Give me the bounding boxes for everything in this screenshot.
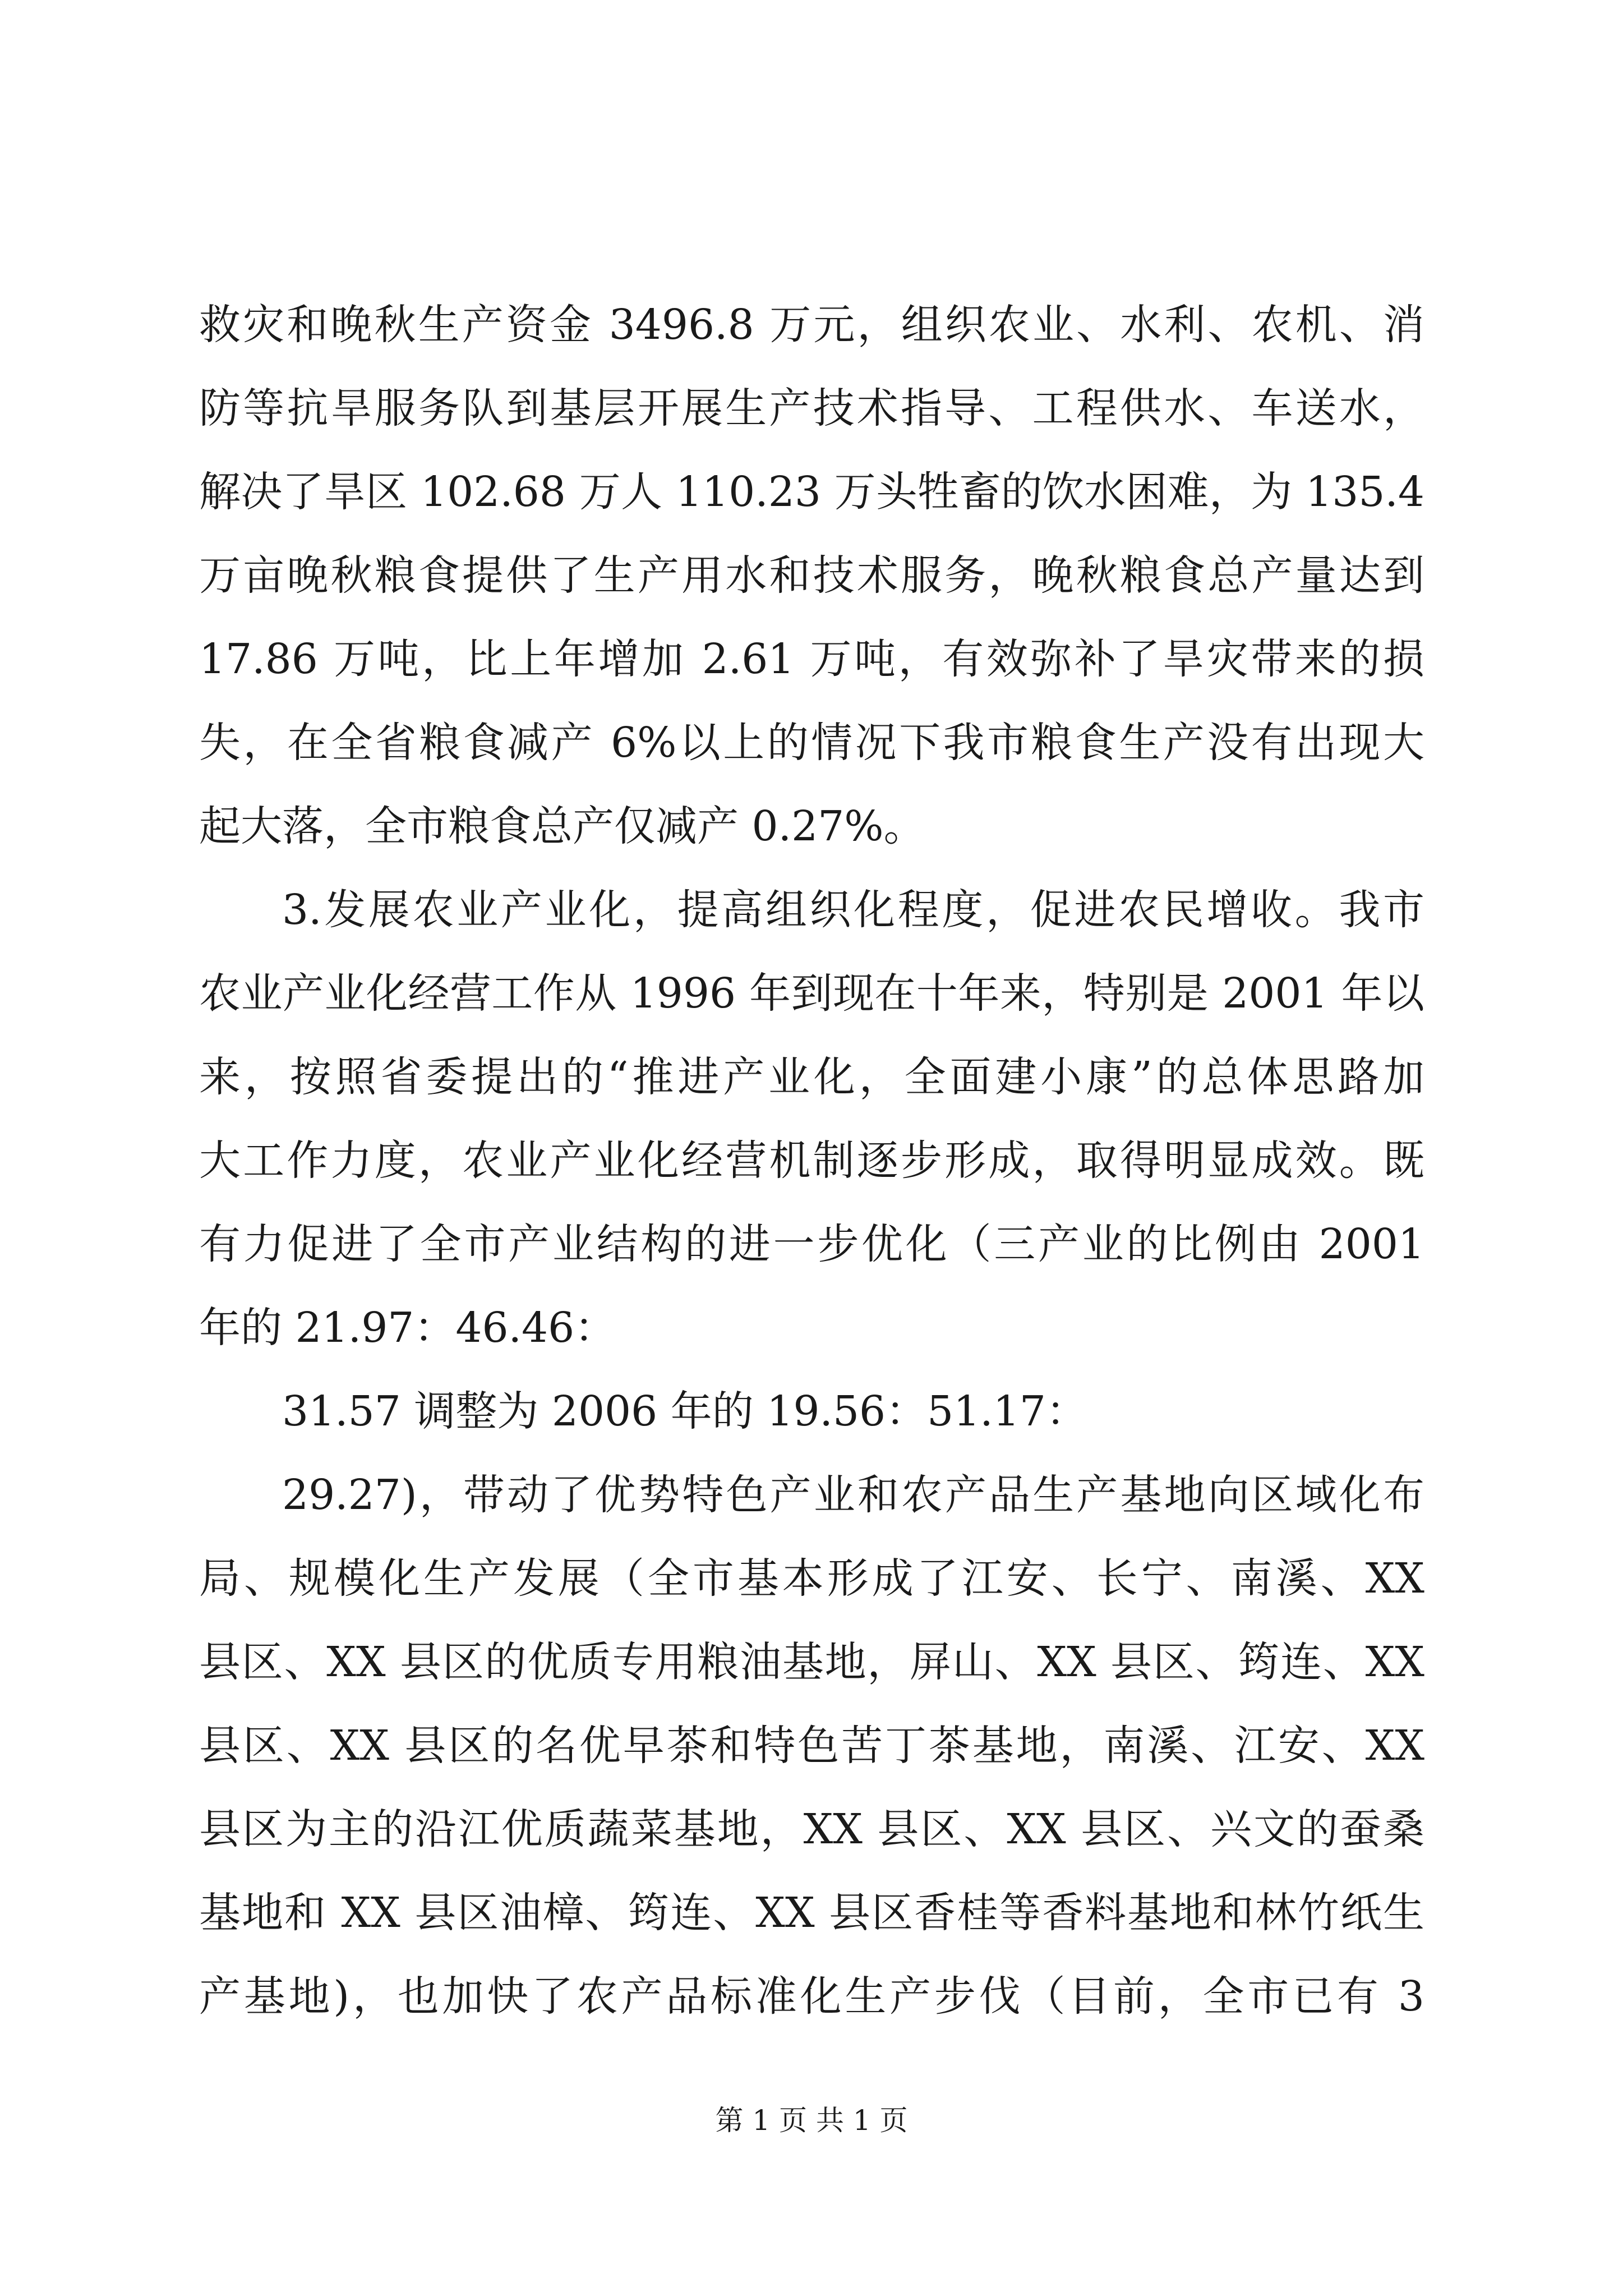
text-line: 解决了旱区 102.68 万人 110.23 万头牲畜的饮水困难，为 135.4	[199, 468, 1424, 516]
page-footer	[0, 2101, 1623, 2140]
text-line: 大工作力度，农业产业化经营机制逐步形成，取得明显成效。既	[199, 1137, 1424, 1185]
text-line: 来，按照省委提出的“推进产业化，全面建小康”的总体思路加	[199, 1053, 1424, 1101]
page-number: 第 1 页 共 1 页	[715, 2104, 908, 2137]
text-line: 万亩晚秋粮食提供了生产用水和技术服务，晚秋粮食总产量达到	[199, 551, 1424, 600]
text-line: 县区为主的沿江优质蔬菜基地，XX 县区、XX 县区、兴文的蚕桑	[199, 1805, 1424, 1853]
text-line: 29.27)，带动了优势特色产业和农产品生产基地向区域化布	[282, 1471, 1424, 1519]
text-line: 救灾和晚秋生产资金 3496.8 万元，组织农业、水利、农机、消	[199, 301, 1424, 349]
text-line: 3.发展农业产业化，提高组织化程度，促进农民增收。我市	[282, 886, 1424, 934]
text-line: 失，在全省粮食减产 6%以上的情况下我市粮食生产没有出现大	[199, 719, 1424, 767]
text-line: 县区、XX 县区的优质专用粮油基地，屏山、XX 县区、筠连、XX	[199, 1638, 1424, 1686]
text-line: 有力促进了全市产业结构的进一步优化（三产业的比例由 2001	[199, 1220, 1424, 1268]
text-line: 基地和 XX 县区油樟、筠连、XX 县区香桂等香料基地和林竹纸生	[199, 1889, 1424, 1937]
text-line: 防等抗旱服务队到基层开展生产技术指导、工程供水、车送水，	[199, 384, 1424, 432]
body-text	[199, 283, 1424, 2039]
text-line: 产基地)，也加快了农产品标准化生产步伐（目前，全市已有 3	[199, 1972, 1424, 2021]
text-line: 31.57 调整为 2006 年的 19.56：51.17：	[282, 1387, 1087, 1435]
text-line: 农业产业化经营工作从 1996 年到现在十年来，特别是 2001 年以	[199, 969, 1424, 1018]
text-line: 17.86 万吨，比上年增加 2.61 万吨，有效弥补了旱灾带来的损	[199, 635, 1424, 683]
text-line: 县区、XX 县区的名优早茶和特色苦丁茶基地，南溪、江安、XX	[199, 1722, 1424, 1770]
text-line: 局、规模化生产发展（全市基本形成了江安、长宁、南溪、XX	[199, 1554, 1424, 1603]
text-line: 年的 21.97：46.46：	[199, 1304, 616, 1352]
text-line: 起大落，全市粮食总产仅减产 0.27%。	[199, 802, 925, 850]
